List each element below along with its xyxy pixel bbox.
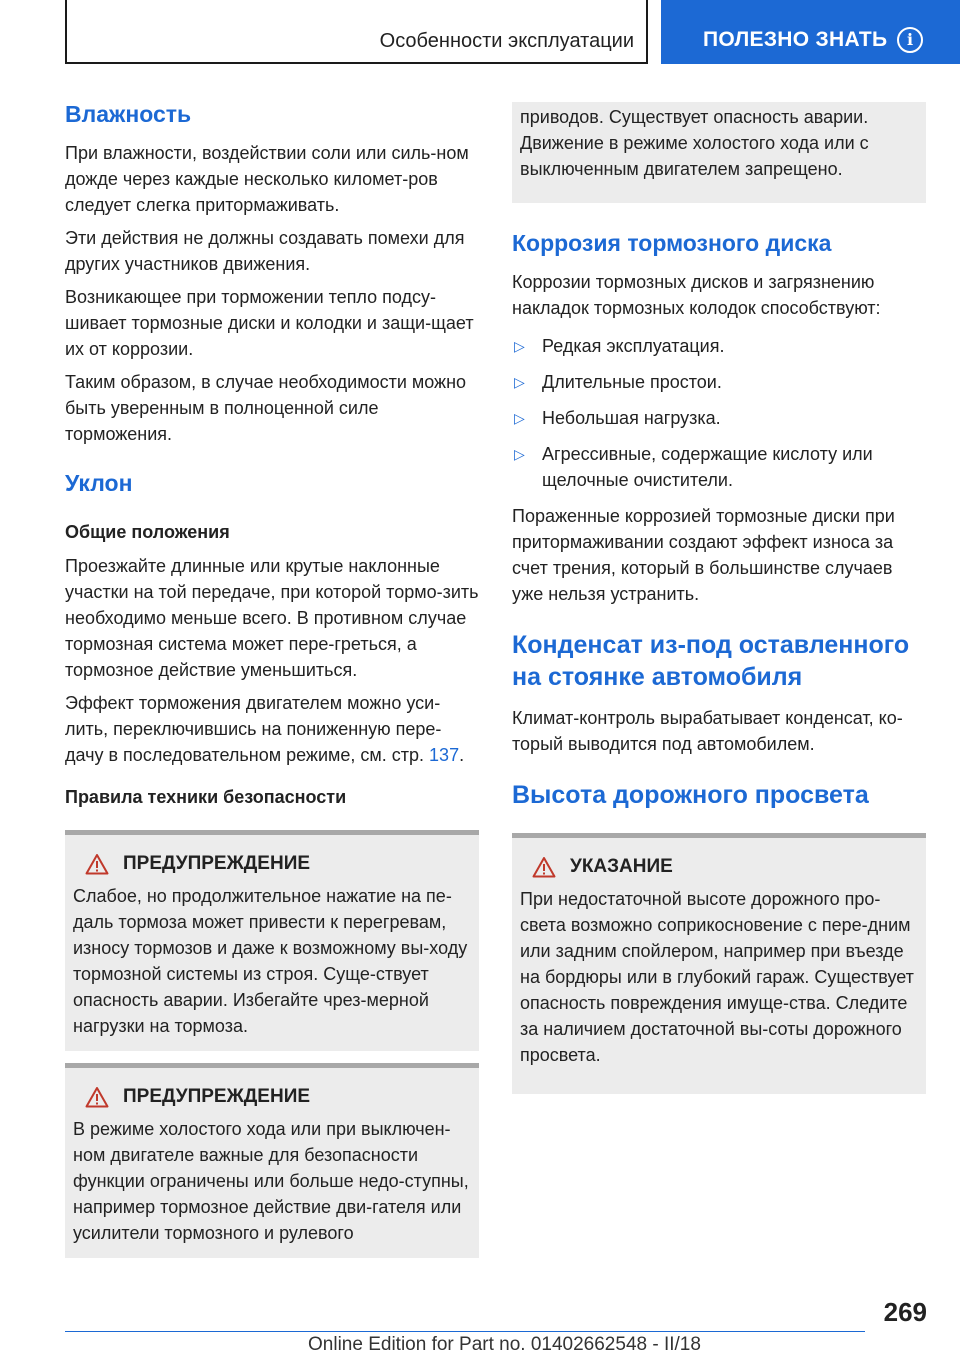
header-section [65,0,648,64]
heading-slope: Уклон [65,470,133,496]
warning-box [65,1063,479,1258]
header-tab[interactable] [661,0,960,64]
warning-box-continued [512,102,926,203]
note-title: УКАЗАНИЕ [570,856,673,877]
subheading-general: Общие положения [65,522,230,542]
heading-clearance: Высота дорожного просвета [512,781,869,809]
header-tab-label: ПОЛЕЗНО ЗНАТЬ [703,28,888,51]
subheading-safety: Правила техники безопасности [65,787,347,807]
triangle-bullet-icon: ▷ [514,410,525,426]
warning-triangle-icon [85,1086,109,1108]
warning-triangle-icon [85,853,109,875]
list-item: ▷ Редкая эксплуатация. [512,333,926,359]
page-number: 269 [883,1297,927,1327]
paragraph: Возникающее при торможении тепло подсу-шивает тормозные диски и колодки и защи-щает их от коррозии. [65,287,474,359]
page-link[interactable]: 137 [429,745,460,765]
paragraph-text: Эффект торможения двигателем можно уси-лить, переключившись на пониженную пере-дачу в последовательном режиме, см. стр. [65,693,442,765]
warning-text: В режиме холостого хода или при выключен-ном двигателе важные для безопасности функции ограничены или больше недо-ступны, например тормозное действие дви-гателя или усилители тормозного и рулевого [73,1119,469,1243]
heading-corrosion: Коррозия тормозного диска [512,230,832,256]
paragraph: Таким образом, в случае необходимости можно быть уверенным в полноценной силе торможения. [65,372,467,444]
paragraph: Климат-контроль вырабатывает конденсат, ко-торый выводится под автомобилем. [512,708,903,754]
triangle-bullet-icon: ▷ [514,374,525,390]
warning-title: ПРЕДУПРЕЖДЕНИЕ [123,1086,311,1107]
footer-divider [65,1331,865,1332]
list-item: ▷ Небольшая нагрузка. [512,405,926,431]
triangle-bullet-icon: ▷ [514,338,525,354]
paragraph: Коррозии тормозных дисков и загрязнению накладок тормозных колодок способствуют: [512,272,881,318]
warning-title: ПРЕДУПРЕЖДЕНИЕ [123,853,311,874]
note-text: При недостаточной высоте дорожного про-света возможно соприкосновение с пере-дним или задним спойлером, например при въезде на бордюры или в глубокий гараж. Существует опасность повреждения имуще-ства. Следите за наличием достаточной вы-соты дорожного просвета. [520,889,914,1065]
left-column [65,100,479,1258]
heading-condensate: Конденсат из-под оставленного на стоянке автомобиля [512,631,910,691]
paragraph: Проезжайте длинные или крутые наклонные участки на той передаче, при которой тормо-зить необходимо меньше всего. В противном случае тормозная система может пере-греться, а тормозное действие уменьшиться. [65,556,479,680]
footer-edition: Online Edition for Part no. 01402662548 - II/18 [308,1334,701,1355]
bullet-list [512,333,926,493]
triangle-bullet-icon: ▷ [514,446,525,462]
warning-text: приводов. Существует опасность аварии. Движение в режиме холостого хода или с выключенным двигателем запрещено. [520,107,869,179]
paragraph: Эти действия не должны создавать помехи для других участников движения. [65,228,465,274]
warning-box [65,830,479,1051]
list-item: ▷ Агрессивные, содержащие кислоту или щелочные очистители. [512,441,926,493]
right-column [512,100,926,1094]
note-box [512,833,926,1094]
heading-humidity: Влажность [65,101,192,127]
info-icon: i [897,27,923,53]
list-item: ▷ Длительные простои. [512,369,926,395]
paragraph: Пораженные коррозией тормозные диски при притормаживании создают эффект износа за счет трения, который в большинстве случаев уже нельзя устранить. [512,506,895,604]
paragraph [65,690,479,768]
header-section-title: Особенности эксплуатации [379,30,634,52]
paragraph-end: . [459,745,465,765]
warning-triangle-icon [532,856,556,878]
warning-text: Слабое, но продолжительное нажатие на пе-даль тормоза может привести к перегревам, износу тормозов и даже к возможному вы-ходу тормозной системы из строя. Суще-ствует опасность аварии. Избегайте чрез-мерной нагрузки на тормоза. [73,886,468,1036]
paragraph: При влажности, воздействии соли или силь-ном дожде через каждые несколько километ-ров следует слегка притормаживать. [65,143,469,215]
